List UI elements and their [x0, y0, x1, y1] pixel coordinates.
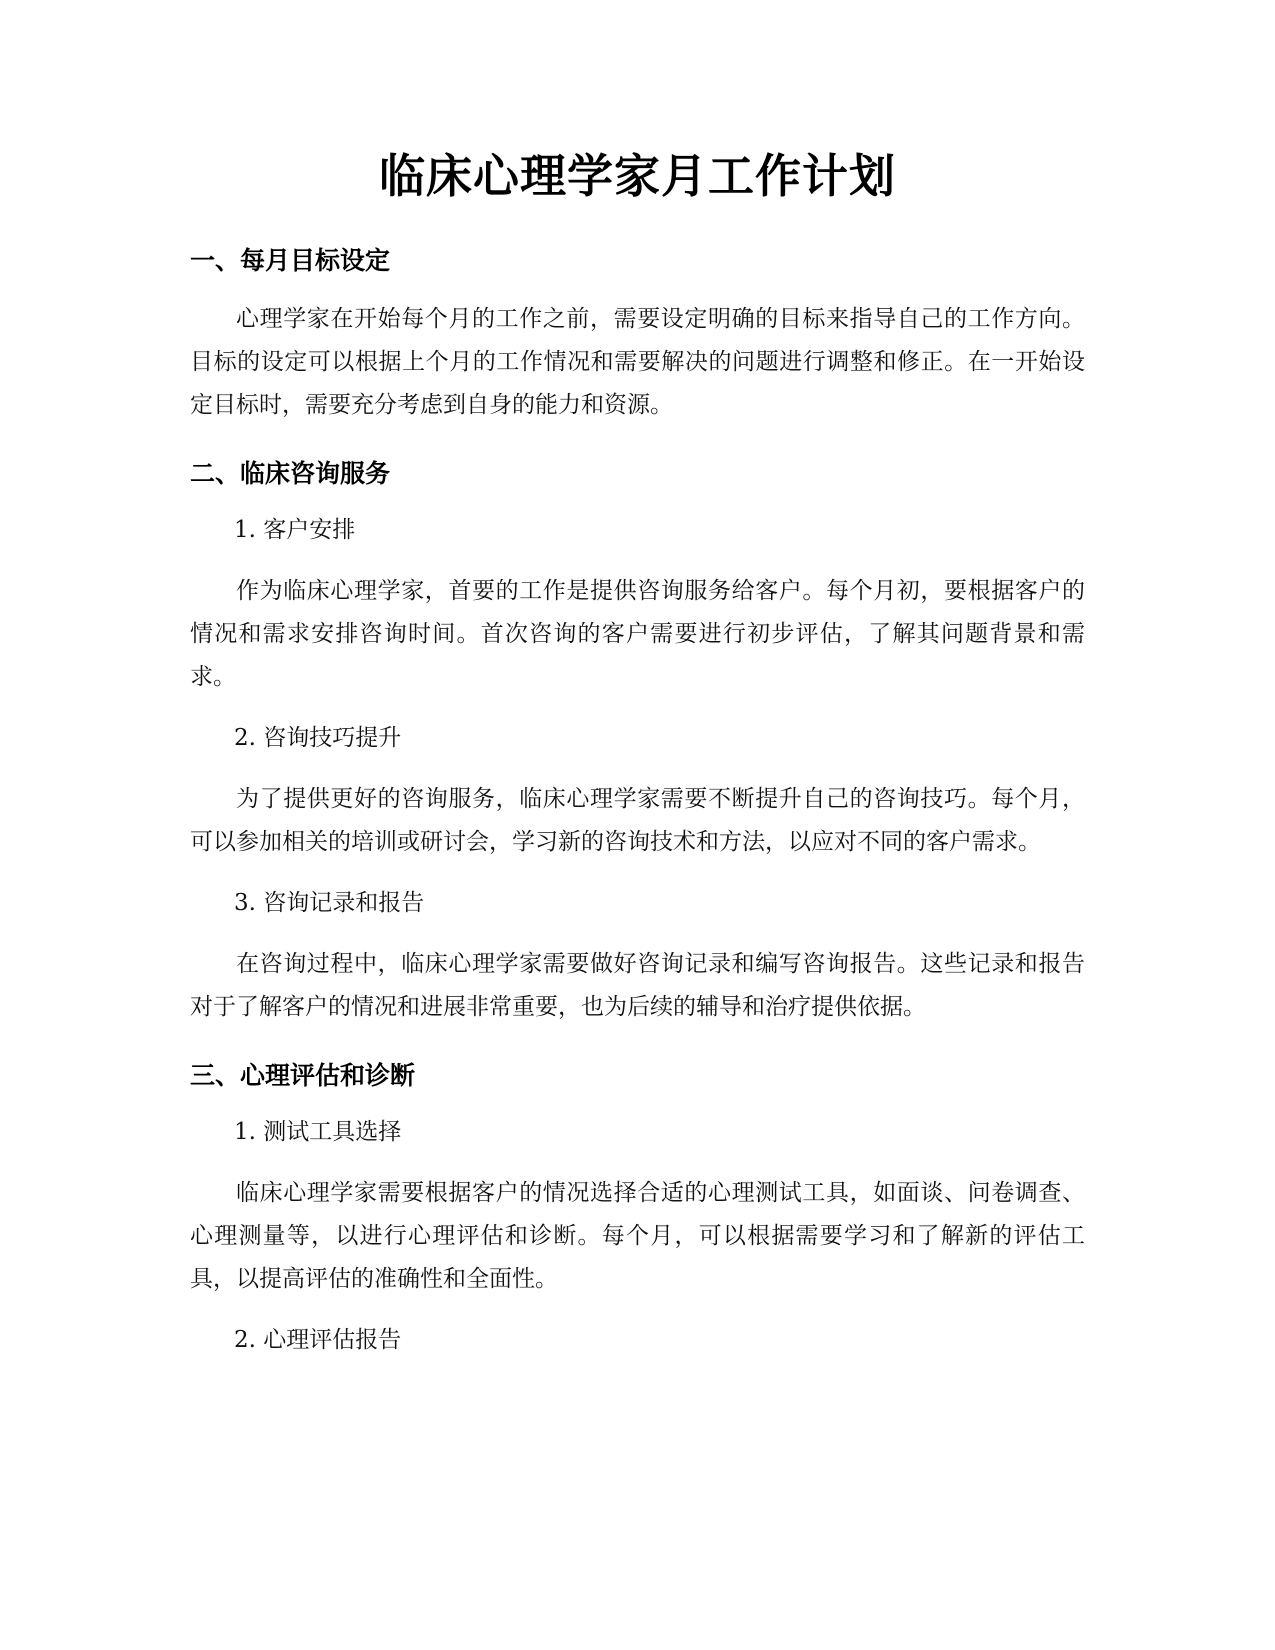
paragraph-test-tools: 临床心理学家需要根据客户的情况选择合适的心理测试工具，如面谈、问卷调查、心理测量等，以进行心理评估和诊断。每个月，可以根据需要学习和了解新的评估工具，以提高评估的准确性和全面性。 [190, 1180, 1085, 1292]
subheading-test-tools: 1. 测试工具选择 [234, 1119, 402, 1145]
paragraph-client-scheduling: 作为临床心理学家，首要的工作是提供咨询服务给客户。每个月初，要根据客户的情况和需求安排咨询时间。首次咨询的客户需要进行初步评估，了解其问题背景和需求。 [190, 578, 1085, 690]
section-paragraph-goals: 心理学家在开始每个月的工作之前，需要设定明确的目标来指导自己的工作方向。目标的设定可以根据上个月的工作情况和需要解决的问题进行调整和修正。在一开始设定目标时，需要充分考虑到自身的能力和资源。 [190, 306, 1085, 418]
section-heading-counseling: 二、临床咨询服务 [190, 459, 391, 488]
subheading-client-scheduling: 1. 客户安排 [234, 517, 356, 543]
section-heading-assessment: 三、心理评估和诊断 [190, 1061, 416, 1090]
subheading-skill-improvement: 2. 咨询技巧提升 [234, 725, 402, 751]
document-title: 临床心理学家月工作计划 [379, 149, 896, 203]
section-heading-goals: 一、每月目标设定 [190, 246, 391, 275]
paragraph-records-reports: 在咨询过程中，临床心理学家需要做好咨询记录和编写咨询报告。这些记录和报告对于了解客户的情况和进展非常重要，也为后续的辅导和治疗提供依据。 [190, 951, 1085, 1020]
subheading-records-reports: 3. 咨询记录和报告 [234, 890, 425, 916]
paragraph-skill-improvement: 为了提供更好的咨询服务，临床心理学家需要不断提升自己的咨询技巧。每个月，可以参加相关的培训或研讨会，学习新的咨询技术和方法，以应对不同的客户需求。 [190, 786, 1085, 855]
subheading-assessment-report: 2. 心理评估报告 [234, 1327, 402, 1353]
